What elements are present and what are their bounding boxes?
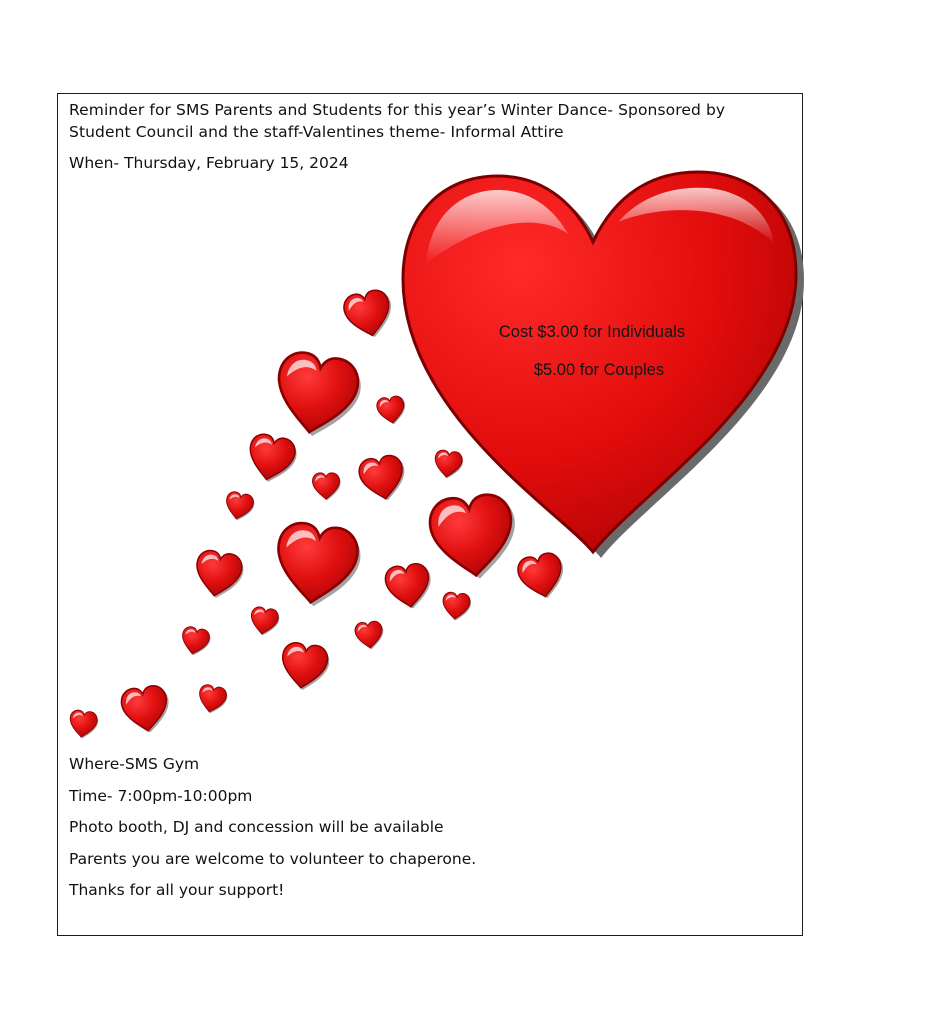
- heart-icon: [515, 550, 568, 603]
- event-details: [69, 753, 476, 911]
- heart-icon: [248, 606, 281, 638]
- heart-icon: [341, 287, 397, 342]
- event-location: Where-SMS Gym: [69, 755, 200, 773]
- event-amenities: Photo booth, DJ and concession will be available: [69, 818, 444, 836]
- heart-icon: [376, 395, 408, 426]
- heart-icon: [441, 591, 472, 621]
- heart-icon: [192, 548, 246, 601]
- heart-icon: [428, 492, 521, 583]
- thanks-note: Thanks for all your support!: [69, 881, 285, 899]
- flyer: [57, 93, 803, 936]
- volunteer-note: Parents you are welcome to volunteer to chaperone.: [69, 849, 477, 868]
- heart-icon: [68, 709, 100, 740]
- event-date: When- Thursday, February 15, 2024: [69, 154, 349, 172]
- price-couples: $5.00 for Couples: [533, 361, 665, 379]
- heart-icon: [433, 449, 465, 480]
- price-individual: Cost $3.00 for Individuals: [498, 323, 686, 341]
- intro-text: Reminder for SMS Parents and Students for this year’s Winter Dance- Sponsored by Student Council and the staff-Valentines theme- Informal Attire: [69, 101, 726, 141]
- heart-icon: [244, 432, 300, 487]
- heart-icon: [313, 473, 341, 501]
- heart-icon: [271, 520, 364, 612]
- heart-icon: [196, 683, 229, 716]
- event-time: Time- 7:00pm-10:00pm: [69, 786, 253, 805]
- heart-icon: [223, 490, 256, 523]
- heart-icon: [384, 562, 435, 612]
- heart-icon: [357, 453, 409, 504]
- heart-icon: [354, 620, 385, 650]
- heart-icon: [120, 684, 173, 736]
- heart-icon: [179, 625, 212, 658]
- heart-icon: [278, 641, 331, 693]
- heart-icon: [270, 349, 366, 443]
